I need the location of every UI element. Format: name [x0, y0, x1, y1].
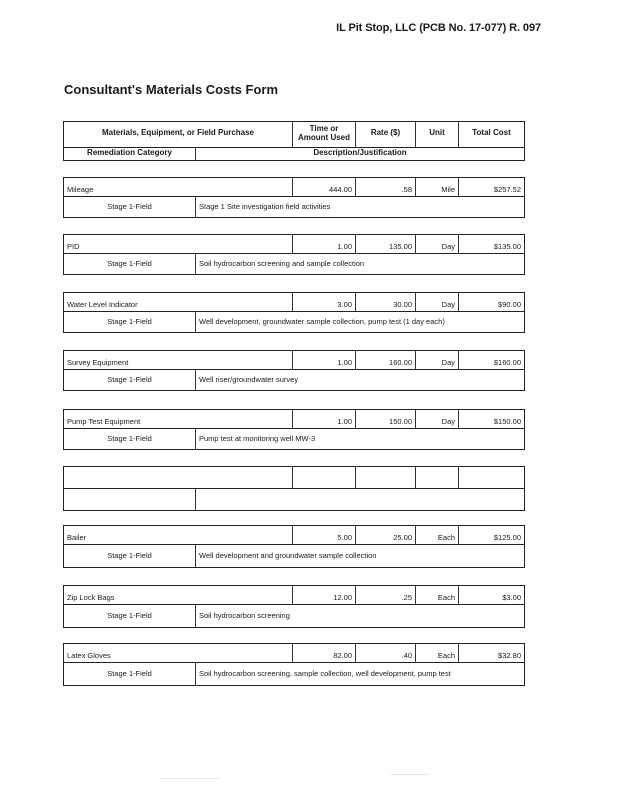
item-rate: 25.00 — [356, 526, 416, 544]
form-title: Consultant's Materials Costs Form — [64, 82, 279, 97]
item-description: Well riser/groundwater survey — [199, 374, 299, 384]
scan-artifact — [390, 774, 430, 775]
line-item — [63, 643, 525, 686]
item-unit: Mile — [416, 178, 459, 196]
header-description: Description/Justification — [313, 148, 407, 157]
item-category: Stage 1-Field — [64, 254, 196, 274]
item-category — [64, 489, 196, 510]
line-item — [63, 350, 525, 391]
item-description — [196, 489, 524, 510]
item-total: $125.00 — [493, 533, 521, 542]
item-name: PID — [64, 235, 293, 253]
line-item — [63, 409, 525, 450]
item-category: Stage 1-Field — [64, 545, 196, 567]
item-rate: .58 — [356, 178, 416, 196]
item-unit: Each — [416, 586, 459, 604]
header-unit: Unit — [416, 122, 459, 147]
line-item — [63, 585, 525, 628]
item-description: Pump test at monitoring well MW-3 — [199, 433, 316, 443]
item-amount: 12.00 — [293, 586, 356, 604]
item-category: Stage 1-Field — [64, 429, 196, 449]
item-name: Water Level Indicator — [64, 293, 293, 311]
item-category: Stage 1-Field — [64, 312, 196, 332]
header-time-amount: Time or Amount Used — [293, 122, 356, 147]
header-materials: Materials, Equipment, or Field Purchase — [64, 122, 293, 147]
item-category: Stage 1-Field — [64, 197, 196, 217]
item-total: $135.00 — [493, 242, 521, 251]
item-category: Stage 1-Field — [64, 663, 196, 685]
item-rate: 30.00 — [356, 293, 416, 311]
item-category: Stage 1-Field — [64, 370, 196, 390]
item-description: Stage 1 Site investigation field activities — [199, 201, 331, 211]
item-description: Soil hydrocarbon screening, sample collection, well development, pump test — [199, 668, 451, 678]
item-amount: 1.00 — [293, 410, 356, 428]
scan-artifact — [160, 778, 220, 779]
item-total: $90.00 — [498, 300, 521, 309]
item-amount: 444.00 — [293, 178, 356, 196]
item-rate — [356, 467, 416, 488]
item-description: Soil hydrocarbon screening and sample collection — [199, 258, 365, 268]
item-total: $160.00 — [493, 358, 521, 367]
line-item — [63, 177, 525, 218]
item-total: $32.80 — [498, 651, 521, 660]
item-rate: .25 — [356, 586, 416, 604]
item-description: Well development, groundwater sample collection, pump test (1 day each) — [199, 316, 445, 326]
item-category: Stage 1-Field — [64, 605, 196, 627]
item-amount: 5.00 — [293, 526, 356, 544]
page-header: IL Pit Stop, LLC (PCB No. 17-077) R. 097 — [336, 22, 541, 34]
item-name: Mileage — [64, 178, 293, 196]
item-unit: Each — [416, 644, 459, 662]
item-unit: Day — [416, 293, 459, 311]
item-total: $150.00 — [493, 417, 521, 426]
table-header — [63, 121, 525, 161]
item-total: $3.00 — [502, 593, 521, 602]
header-rate: Rate ($) — [356, 122, 416, 147]
item-amount: 82.00 — [293, 644, 356, 662]
line-item — [63, 292, 525, 333]
item-name: Survey Equipment — [64, 351, 293, 369]
item-description: Well development and groundwater sample collection — [199, 550, 377, 560]
line-item — [63, 234, 525, 275]
item-rate: 160.00 — [356, 351, 416, 369]
header-remediation-category: Remediation Category — [64, 148, 196, 160]
item-total: $257.52 — [493, 185, 521, 194]
item-unit: Day — [416, 351, 459, 369]
item-total — [459, 467, 524, 488]
item-rate: 150.00 — [356, 410, 416, 428]
item-name: Latex Gloves — [64, 644, 293, 662]
item-name: Zip Lock Bags — [64, 586, 293, 604]
item-unit: Day — [416, 235, 459, 253]
item-amount: 1.00 — [293, 235, 356, 253]
item-unit: Each — [416, 526, 459, 544]
item-name: Bailer — [64, 526, 293, 544]
item-unit — [416, 467, 459, 488]
item-unit: Day — [416, 410, 459, 428]
item-name — [64, 467, 293, 488]
item-amount — [293, 467, 356, 488]
header-total-cost: Total Cost — [472, 128, 511, 138]
item-name: Pump Test Equipment — [64, 410, 293, 428]
item-description: Soil hydrocarbon screening — [199, 610, 290, 620]
item-amount: 3.00 — [293, 293, 356, 311]
item-rate: 135.00 — [356, 235, 416, 253]
item-rate: .40 — [356, 644, 416, 662]
line-item-empty — [63, 466, 525, 511]
item-amount: 1.00 — [293, 351, 356, 369]
line-item — [63, 525, 525, 568]
